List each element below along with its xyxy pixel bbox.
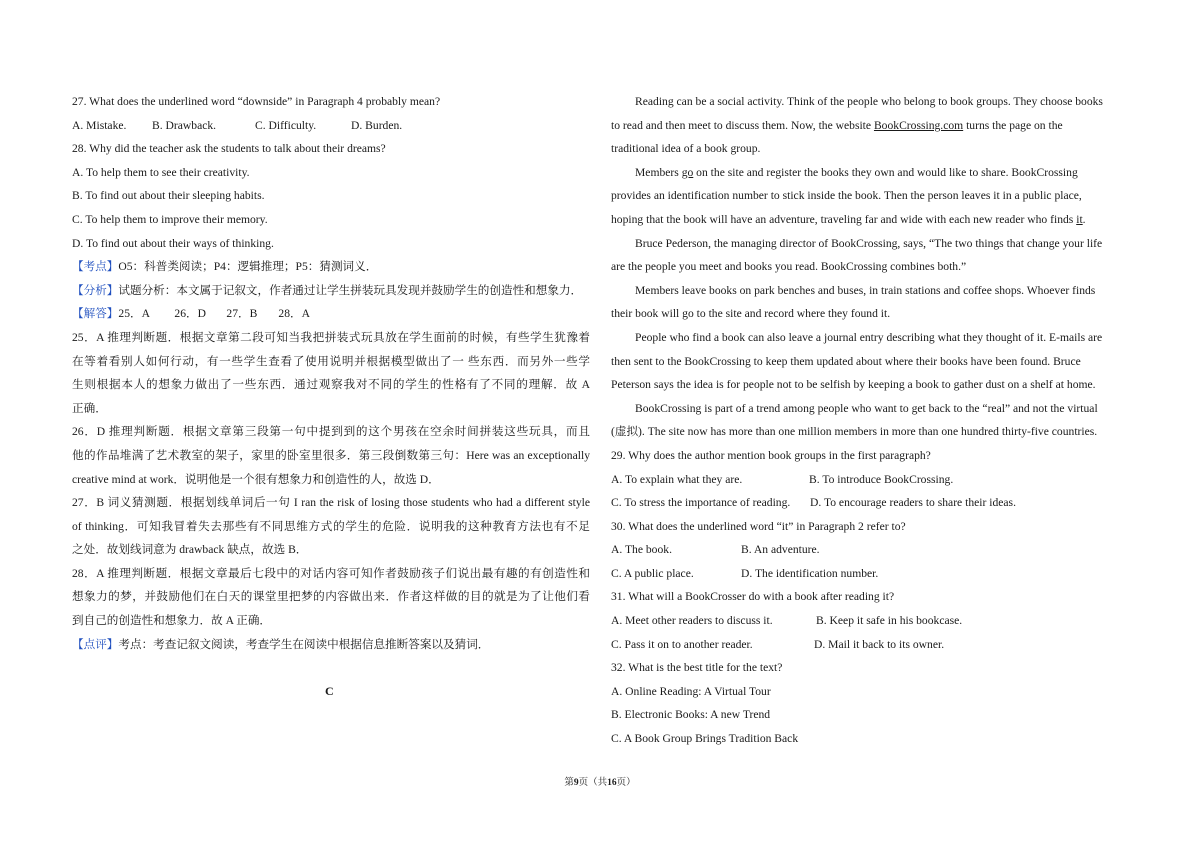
q27-options [72,114,590,138]
exp28-line-1: 28．A 推理判断题．根据文章最后七段中的对话内容可知作者鼓励孩子们说出最有趣的有创造性和 [72,566,590,580]
q29-option-d: D. To encourage readers to share their ideas. [810,496,1016,510]
q30-question: 30. What does the underlined word “it” in Paragraph 2 refer to? [611,519,906,533]
q27-option-c: C. Difficulty. [255,118,317,132]
exp26-line-2: 他的作品堆满了艺术教室的架子，家里的卧室里很多．第三段倒数第三句：Here was an exceptionally [72,448,590,462]
q28-option-b: B. To find out about their sleeping habits. [72,189,265,203]
q29-options-cd [611,491,1126,515]
exp25-line-3: 生则根据本人的想象力做出了一些东西．通过观察我对不同的学生的性格有了不同的理解．故 A [72,378,590,392]
q30-option-b: B. An adventure. [741,543,820,557]
passage-p1-line-2 [611,114,1126,138]
section-letter: C [325,684,334,698]
right-column [611,90,1126,751]
kaodian-tag: 【考点】 [72,260,119,274]
underlined-go: go [681,165,694,179]
q27-option-a: A. Mistake. [72,118,127,132]
passage-p5-line-3: Peterson says the idea is for people not to be selfish by keeping a book to gather dust on a shelf at home. [611,378,1096,392]
q30-option-d: D. The identification number. [741,566,879,580]
dianping-line [72,633,590,657]
exp27-line-2: of thinking．可知我冒着失去那些有不同思维方式的学生的危险．说明我的这种教育方法也有不足 [72,519,590,533]
q31-option-a: A. Meet other readers to discuss it. [611,614,773,628]
q29-option-a: A. To explain what they are. [611,472,743,486]
q28-option-c: C. To help them to improve their memory. [72,212,268,226]
passage-p6-line-1: BookCrossing is part of a trend among people who want to get back to the “real” and not the virtual [635,401,1098,415]
passage-p1-line-1: Reading can be a social activity. Think of the people who belong to book groups. They choose books [635,95,1103,108]
q29-question: 29. Why does the author mention book groups in the first paragraph? [611,448,931,462]
fenxi-tag: 【分析】 [72,283,119,297]
answer-28: 28．A [278,307,310,321]
passage-p2-line-1 [611,161,1126,185]
q27-option-d: D. Burden. [351,118,403,132]
q30-options-ab [611,538,1126,562]
passage-p2-line-2: provides an identification number to stick inside the book. Then the person leaves it in a public place, [611,189,1082,203]
kaodian-text: O5：科普类阅读；P4：逻辑推理；P5：猜测词义． [118,260,378,274]
passage-text: Members [635,165,682,179]
exp28-line-3: 到自己的创造性和想象力．故 A 正确． [72,614,272,628]
current-page-number: 9 [573,778,579,788]
q31-option-d: D. Mail it back to its owner. [814,637,945,651]
jieda-tag: 【解答】 [72,307,119,321]
q30-options-cd [611,562,1126,586]
page-footer [0,774,1200,788]
exp25-line-1: 25．A 推理判断题．根据文章第二段可知当我把拼装式玩具放在学生面前的时候，有些学生犹豫着 [72,330,590,344]
q29-option-b: B. To introduce BookCrossing. [809,472,954,486]
passage-text: turns the page on the [963,118,1063,132]
kaodian-line [72,255,590,279]
q30-option-c: C. A public place. [611,566,694,580]
footer-text: 页） [616,778,636,788]
q31-option-b: B. Keep it safe in his bookcase. [816,614,963,628]
left-column [72,90,590,656]
q29-option-c: C. To stress the importance of reading. [611,496,791,510]
exp28-line-2: 想象力的梦，并鼓励他们在白天的课堂里把梦的内容做出来．作者这样做的目的就是为了让他们看 [72,590,590,604]
passage-p2-line-3 [611,208,1126,232]
q32-option-c: C. A Book Group Brings Tradition Back [611,732,799,746]
underlined-it: it [1076,212,1083,226]
exp27-line-3: 之处．故划线词意为 drawback 缺点，故选 B． [72,543,308,557]
fenxi-text: 试题分析：本文属于记叙文，作者通过让学生拼装玩具发现并鼓励学生的创造性和想象力． [118,283,583,297]
bookcrossing-link[interactable]: BookCrossing.com [873,118,964,132]
passage-p4-line-2: their book will go to the site and record where they found it. [611,307,891,321]
q31-options-cd [611,633,1126,657]
passage-p3-line-2: are the people you meet and books you read. BookCrossing combines both.” [611,260,967,274]
passage-text: hoping that the book will have an adventure, traveling far and wide with each new reader who finds [611,212,1077,226]
q27-option-b: B. Drawback. [152,118,217,132]
passage-p3-line-1: Bruce Pederson, the managing director of BookCrossing, says, “The two things that change your life [635,236,1103,250]
fenxi-line [72,279,590,303]
q30-option-a: A. The book. [611,543,672,557]
answer-25: 25．A [118,307,150,321]
jieda-line [72,302,590,326]
exp26-line-3: creative mind at work．说明他是一个很有想象力和创造性的人，故选 D． [72,472,440,486]
q29-options-ab [611,468,1126,492]
footer-text: 第 [564,778,574,788]
exp25-line-2: 在等着看别人如何行动，有一些学生查看了使用说明并根据模型做出了一 些东西．而另外一些学 [72,354,590,368]
q31-options-ab [611,609,1126,633]
passage-p4-line-1: Members leave books on park benches and buses, in train stations and coffee shops. Whoever finds [635,283,1096,297]
q28-option-d: D. To find out about their ways of thinking. [72,236,274,250]
dianping-tag: 【点评】 [72,637,119,651]
passage-p1-line-3: traditional idea of a book group. [611,142,761,156]
q31-question: 31. What will a BookCrosser do with a book after reading it? [611,590,895,604]
passage-text: to read and then meet to discuss them. Now, the website [611,118,874,132]
passage-text: . [1082,212,1086,226]
exp26-line-1: 26．D 推理判断题．根据文章第三段第一句中提到到的这个男孩在空余时间拼装这些玩具，而且 [72,425,590,439]
exp27-line-1: 27．B 词义猜测题．根据划线单词后一句 I ran the risk of losing those students who had a different style [72,496,590,510]
q32-option-b: B. Electronic Books: A new Trend [611,708,771,722]
total-page-number: 16 [607,778,617,788]
passage-p5-line-2: then sent to the BookCrossing to keep them updated about where their books have been found. Bruce [611,354,1081,368]
q27-question: 27. What does the underlined word “downside” in Paragraph 4 probably mean? [72,95,441,108]
passage-text: on the site and register the books they own and would like to share. BookCrossing [693,165,1078,179]
q28-question: 28. Why did the teacher ask the students to talk about their dreams? [72,142,386,156]
dianping-text: 考点：考查记叙文阅读，考查学生在阅读中根据信息推断答案以及猜词． [118,637,490,651]
footer-text: 页（共 [578,778,608,788]
exp25-line-4: 正确． [72,401,107,415]
passage-p6-line-2: (虚拟). The site now has more than one million members in more than one hundred thirty-five countries. [611,425,1098,439]
q32-question: 32. What is the best title for the text? [611,661,783,675]
answer-27: 27．B [226,307,258,321]
answer-26: 26．D [174,307,206,321]
q31-option-c: C. Pass it on to another reader. [611,637,753,651]
q28-option-a: A. To help them to see their creativity. [72,165,250,179]
passage-p5-line-1: People who find a book can also leave a journal entry describing what they thought of it. E-mails are [635,330,1103,344]
q32-option-a: A. Online Reading: A Virtual Tour [611,684,771,698]
